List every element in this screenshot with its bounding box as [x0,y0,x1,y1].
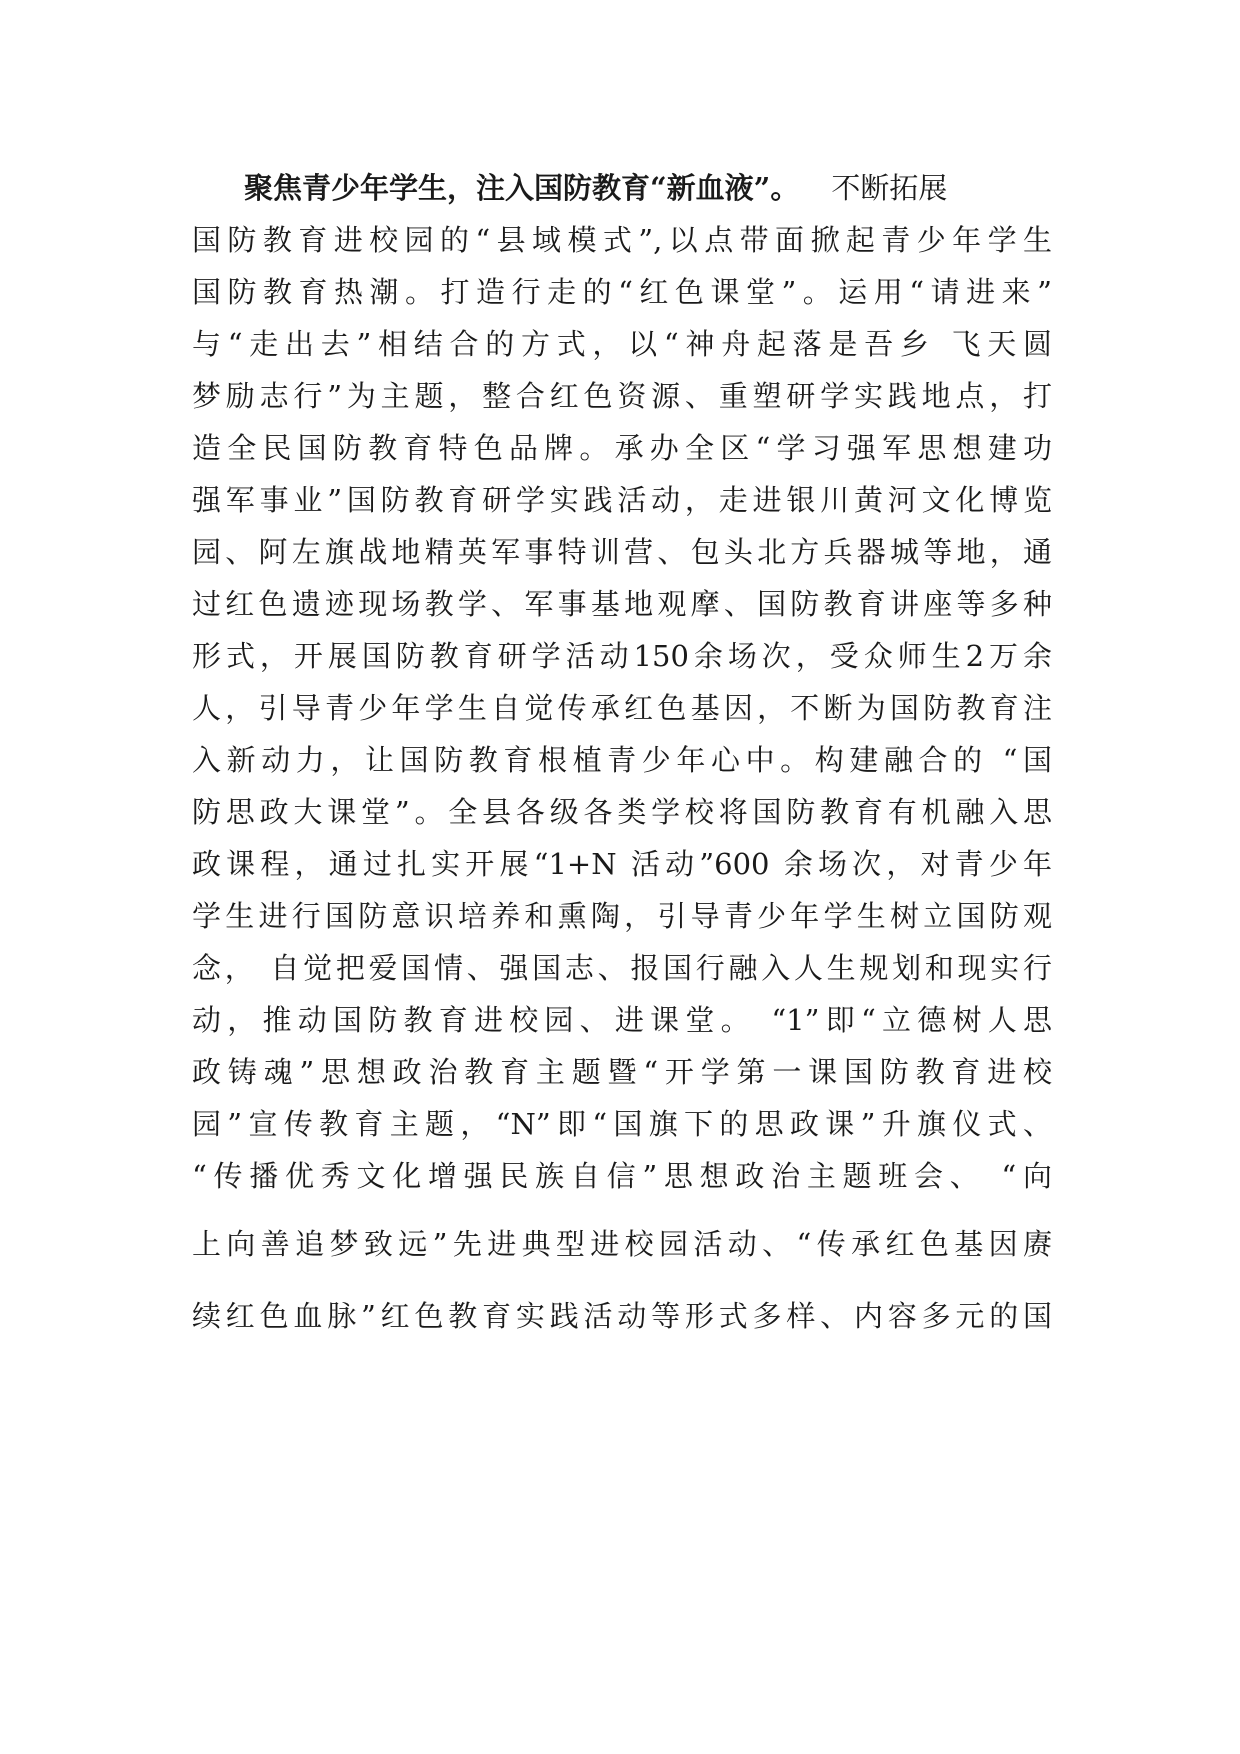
lead-text: 不断拓展 [831,171,948,205]
text-line: 动，推动国防教育进校园、进课堂。 “1”即“立德树人思 [192,1003,1052,1037]
text-line: 形式，开展国防教育研学活动150余场次，受众师生2万余 [192,639,1052,673]
text-line: 造全民国防教育特色品牌。承办全区“学习强军思想建功 [192,431,1052,465]
body-text [192,162,1052,1342]
text-line: 梦励志行”为主题，整合红色资源、重塑研学实践地点，打 [192,379,1052,413]
text-line: 人，引导青少年学生自觉传承红色基因，不断为国防教育注 [192,691,1052,725]
text-line: 上向善追梦致远”先进典型进校园活动、“传承红色基因赓 [192,1227,1052,1261]
text-line: 防思政大课堂”。全县各级各类学校将国防教育有机融入思 [192,795,1052,829]
text-line: 入新动力，让国防教育根植青少年心中。构建融合的 “国 [192,743,1052,777]
text-line: 强军事业”国防教育研学实践活动，走进银川黄河文化博览 [192,483,1052,517]
text-line: 园”宣传教育主题，“N”即“国旗下的思政课”升旗仪式、 [192,1107,1052,1141]
text-line: 国防教育热潮。打造行走的“红色课堂”。运用“请进来” [192,275,1052,309]
paragraph-first-line [192,162,1052,214]
text-line: 政课程，通过扎实开展“1+N 活动”600 余场次，对青少年 [192,847,1052,881]
text-line: 政铸魂”思想政治教育主题暨“开学第一课国防教育进校 [192,1055,1052,1089]
text-line: 学生进行国防意识培养和熏陶，引导青少年学生树立国防观 [192,899,1052,933]
text-line: 园、阿左旗战地精英军事特训营、包头北方兵器城等地，通 [192,535,1052,569]
section-heading: 聚焦青少年学生，注入国防教育“新血液”。 [244,171,800,205]
text-line: 念， 自觉把爱国情、强国志、报国行融入人生规划和现实行 [192,951,1052,985]
text-line: 续红色血脉”红色教育实践活动等形式多样、内容多元的国 [192,1299,1052,1333]
text-line: 与“走出去”相结合的方式，以“神舟起落是吾乡 飞天圆 [192,327,1052,361]
text-line: 过红色遗迹现场教学、军事基地观摩、国防教育讲座等多种 [192,587,1052,621]
text-line: 国防教育进校园的“县域模式”,以点带面掀起青少年学生 [192,223,1052,257]
text-line: “传播优秀文化增强民族自信”思想政治主题班会、 “向 [192,1159,1052,1193]
